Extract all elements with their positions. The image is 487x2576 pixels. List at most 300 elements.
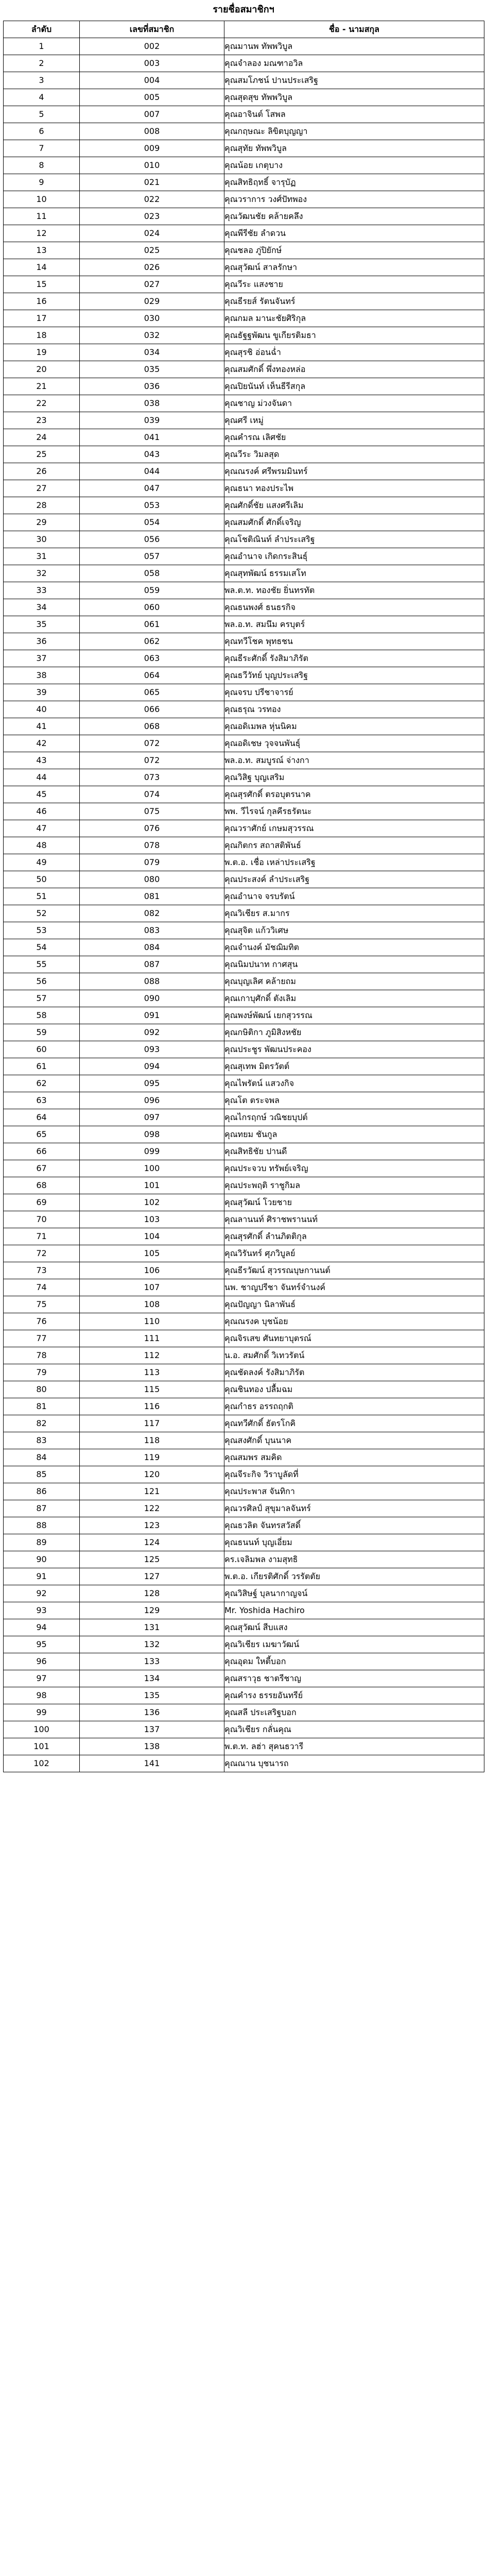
table-row [4,1636,484,1653]
member-id: 030 [80,310,224,327]
member-name: คุณณาน บุชนารถ [224,1755,484,1772]
table-row [4,1755,484,1772]
row-index: 83 [4,1432,80,1449]
member-name: พ.ต.อ. เกียรติศักดิ์ วรรัตตัย [224,1568,484,1585]
member-id: 108 [80,1296,224,1313]
table-row [4,803,484,820]
table-row [4,361,484,378]
member-name: พ.ต.อ. เชื่อ เหล่าประเสริฐ [224,854,484,871]
row-index: 86 [4,1483,80,1500]
table-row [4,701,484,718]
member-name: คุณนิมปนาท กาศสุน [224,956,484,973]
table-row [4,1381,484,1398]
row-index: 13 [4,242,80,259]
table-row [4,174,484,191]
member-name: คุณกิตกร สถาสติพันธ์ [224,837,484,854]
row-index: 35 [4,616,80,633]
row-index: 24 [4,429,80,446]
row-index: 63 [4,1092,80,1109]
row-index: 31 [4,548,80,565]
member-id: 026 [80,259,224,276]
row-index: 12 [4,225,80,242]
table-row [4,1721,484,1738]
member-id: 054 [80,514,224,531]
member-id: 021 [80,174,224,191]
table-row [4,939,484,956]
table-row [4,548,484,565]
member-name: คุณธนนท์ บุญเอี่ยม [224,1534,484,1551]
member-id: 068 [80,718,224,735]
table-row [4,1653,484,1670]
row-index: 61 [4,1058,80,1075]
member-name: คุณจรบ ปรีชาจารย์ [224,684,484,701]
row-index: 8 [4,157,80,174]
member-name: คุณเกาบุศักดิ์ ตังเลิม [224,990,484,1007]
member-name: คุณสุรศักดิ์ ตรอบุตรนาค [224,786,484,803]
member-name: คุณจิรเสข ศันทยาบุตรณ์ [224,1330,484,1347]
member-name: คุณชินทอง ปลื้มฉม [224,1381,484,1398]
member-id: 090 [80,990,224,1007]
row-index: 87 [4,1500,80,1517]
table-row [4,1500,484,1517]
member-name: คุณสมศักดิ์ ศักดิ์เจริญ [224,514,484,531]
member-name: คุณธนา ทองประไพ [224,480,484,497]
member-name: คุณสิทธิชัย ปานดี [224,1143,484,1160]
member-id: 010 [80,157,224,174]
table-row [4,1143,484,1160]
table-row [4,514,484,531]
member-id: 105 [80,1245,224,1262]
member-name: คุณสมโภชน์ ปานประเสริฐ [224,72,484,89]
member-name: คุณอดิเชษ วุจจนพันธุ์ [224,735,484,752]
member-name: คุณสุรศักดิ์ ลำนภิตติกุล [224,1228,484,1245]
member-id: 060 [80,599,224,616]
column-header-full-name: ชื่อ - นามสกุล [224,21,484,38]
table-row [4,1109,484,1126]
row-index: 73 [4,1262,80,1279]
member-name: คุณประชูร พัฒนประคอง [224,1041,484,1058]
row-index: 42 [4,735,80,752]
table-row [4,1602,484,1619]
member-name: คุณคำรง ธรรยอันทรีย์ [224,1687,484,1704]
table-row [4,667,484,684]
member-name: คร.เจลิมพล งามสุทธิ [224,1551,484,1568]
table-row [4,1262,484,1279]
row-index: 7 [4,140,80,157]
member-name: คุณสุรชิ อ่อนฉ่ำ [224,344,484,361]
member-name: คุณประจวบ ทรัพย์เจริญ [224,1160,484,1177]
member-id: 132 [80,1636,224,1653]
row-index: 67 [4,1160,80,1177]
row-index: 95 [4,1636,80,1653]
member-id: 111 [80,1330,224,1347]
member-id: 122 [80,1500,224,1517]
row-index: 78 [4,1347,80,1364]
row-index: 94 [4,1619,80,1636]
row-index: 52 [4,905,80,922]
member-name: คุณสุดสุข ทัพพวิบูล [224,89,484,106]
table-row [4,582,484,599]
table-row [4,157,484,174]
table-row [4,429,484,446]
member-name: คุณมานพ ทัพพวิบูล [224,38,484,55]
member-id: 092 [80,1024,224,1041]
member-name: คุณวิเชียร ส.มากร [224,905,484,922]
row-index: 36 [4,633,80,650]
member-name: คุณธีรวัฒน์ สุวรรณบุษกานนต์ [224,1262,484,1279]
row-index: 82 [4,1415,80,1432]
table-row [4,191,484,208]
member-name: คุณสุวัฒน์ สาลรักษา [224,259,484,276]
table-row [4,1619,484,1636]
table-row [4,310,484,327]
member-name: นพ. ชาญปรีชา จันทร์จำนงค์ [224,1279,484,1296]
table-row [4,1075,484,1092]
table-row [4,1687,484,1704]
row-index: 14 [4,259,80,276]
row-index: 3 [4,72,80,89]
row-index: 19 [4,344,80,361]
table-row [4,1228,484,1245]
table-row [4,1738,484,1755]
member-name: คุณสุวัฒน์ สีบแสง [224,1619,484,1636]
member-id: 061 [80,616,224,633]
row-index: 2 [4,55,80,72]
member-id: 080 [80,871,224,888]
table-row [4,446,484,463]
row-index: 66 [4,1143,80,1160]
member-name: คุณวีระ วิมลสุด [224,446,484,463]
member-id: 065 [80,684,224,701]
row-index: 29 [4,514,80,531]
row-index: 54 [4,939,80,956]
member-table [3,21,484,1772]
member-id: 138 [80,1738,224,1755]
member-name: คุณจำนงค์ มัชฌิมทิต [224,939,484,956]
member-id: 096 [80,1092,224,1109]
row-index: 69 [4,1194,80,1211]
table-row [4,327,484,344]
member-name: คุณคำรณ เลิศชัย [224,429,484,446]
table-row [4,905,484,922]
member-id: 101 [80,1177,224,1194]
row-index: 23 [4,412,80,429]
row-index: 16 [4,293,80,310]
table-row [4,463,484,480]
row-index: 1 [4,38,80,55]
member-id: 022 [80,191,224,208]
member-rows [4,38,484,1772]
member-name: คุณศักดิ์ชัย แสงศรีเลิม [224,497,484,514]
table-row [4,1245,484,1262]
member-id: 116 [80,1398,224,1415]
member-id: 094 [80,1058,224,1075]
member-name: คุณประสงค์ ลำประเสริฐ [224,871,484,888]
member-id: 041 [80,429,224,446]
table-row [4,684,484,701]
table-row [4,1551,484,1568]
member-name: คุณสงศักดิ์ บุนนาค [224,1432,484,1449]
member-id: 003 [80,55,224,72]
member-id: 039 [80,412,224,429]
row-index: 17 [4,310,80,327]
column-header-member-id: เลขที่สมาชิก [80,21,224,38]
member-name: คุณธวีวัทย์ บุญประเสริฐ [224,667,484,684]
table-row [4,208,484,225]
row-index: 46 [4,803,80,820]
member-id: 091 [80,1007,224,1024]
member-id: 034 [80,344,224,361]
table-row [4,1024,484,1041]
table-row [4,1041,484,1058]
member-id: 029 [80,293,224,310]
member-id: 038 [80,395,224,412]
member-id: 074 [80,786,224,803]
row-index: 76 [4,1313,80,1330]
row-index: 93 [4,1602,80,1619]
member-id: 137 [80,1721,224,1738]
table-row [4,1194,484,1211]
member-id: 087 [80,956,224,973]
row-index: 28 [4,497,80,514]
member-name: คุณวิเชียร กลั่นคุณ [224,1721,484,1738]
row-index: 75 [4,1296,80,1313]
row-index: 55 [4,956,80,973]
member-id: 131 [80,1619,224,1636]
member-name: คุณอุดม ใหตี้บอก [224,1653,484,1670]
table-row [4,395,484,412]
table-row [4,888,484,905]
column-header-index: ลำดับ [4,21,80,38]
member-name: Mr. Yoshida Hachiro [224,1602,484,1619]
member-name: คุณประพฤติ ราชูกิมล [224,1177,484,1194]
row-index: 22 [4,395,80,412]
member-id: 025 [80,242,224,259]
table-row [4,650,484,667]
row-index: 74 [4,1279,80,1296]
member-id: 119 [80,1449,224,1466]
member-id: 024 [80,225,224,242]
member-id: 064 [80,667,224,684]
member-id: 007 [80,106,224,123]
row-index: 26 [4,463,80,480]
table-row [4,344,484,361]
row-index: 21 [4,378,80,395]
member-name: พล.อ.ท. สมบูรณ์ จ่างกา [224,752,484,769]
row-index: 27 [4,480,80,497]
table-row [4,1704,484,1721]
member-name: คุณไพรัตน์ แสวงกิจ [224,1075,484,1092]
table-header-row [4,21,484,38]
member-name: คุณโต ตระจพล [224,1092,484,1109]
member-name: คุณณรงค บุชน้อย [224,1313,484,1330]
row-index: 77 [4,1330,80,1347]
member-name: คุณสุทพัฒน์ ธรรมเสโท [224,565,484,582]
table-row [4,820,484,837]
member-id: 063 [80,650,224,667]
row-index: 89 [4,1534,80,1551]
member-id: 136 [80,1704,224,1721]
member-id: 103 [80,1211,224,1228]
member-name: คุณธรุณ วรทอง [224,701,484,718]
member-id: 106 [80,1262,224,1279]
member-id: 056 [80,531,224,548]
member-id: 141 [80,1755,224,1772]
table-row [4,1670,484,1687]
member-id: 082 [80,905,224,922]
member-name: คุณประพาส จันทิกา [224,1483,484,1500]
table-row [4,956,484,973]
member-name: คุณวรศิลป์ สุขุมาลจันทร์ [224,1500,484,1517]
member-name: คุณสุทัย ทัพพวิบูล [224,140,484,157]
member-id: 099 [80,1143,224,1160]
member-id: 129 [80,1602,224,1619]
member-name: คุณอดิเมพล หุ่นนิคม [224,718,484,735]
member-name: คุณธัฐฐพัฒน ขูเกียรติมธา [224,327,484,344]
row-index: 71 [4,1228,80,1245]
table-row [4,38,484,55]
member-name: น.อ. สมศักดิ์ วิเทวรัตน์ [224,1347,484,1364]
table-row [4,123,484,140]
table-row [4,412,484,429]
table-row [4,276,484,293]
row-index: 18 [4,327,80,344]
table-row [4,990,484,1007]
row-index: 9 [4,174,80,191]
member-name: คุณสิทธิฤทธิ์ จารุบัฏ [224,174,484,191]
member-id: 004 [80,72,224,89]
table-row [4,55,484,72]
row-index: 50 [4,871,80,888]
member-name: คุณจำลอง มณฑาอวิล [224,55,484,72]
member-name: คุณวิสิษฐ์ บุลนากาญจน์ [224,1585,484,1602]
row-index: 60 [4,1041,80,1058]
member-name: คุณอำนาจ เกิดกระสินธุ์ [224,548,484,565]
member-name: พล.ต.ท. ทองชัย ยิ่นทรทัต [224,582,484,599]
row-index: 62 [4,1075,80,1092]
member-id: 027 [80,276,224,293]
member-id: 002 [80,38,224,55]
member-name: คุณวิสิฐ บุญเสริม [224,769,484,786]
table-row [4,72,484,89]
member-id: 081 [80,888,224,905]
row-index: 33 [4,582,80,599]
member-name: คุณสมศักดิ์ พึ่งทองหล่อ [224,361,484,378]
table-row [4,293,484,310]
table-row [4,633,484,650]
table-row [4,769,484,786]
table-row [4,1092,484,1109]
member-id: 053 [80,497,224,514]
member-name: คุณกฤษณะ ลิขิตบุญญา [224,123,484,140]
table-row [4,565,484,582]
member-id: 125 [80,1551,224,1568]
member-name: คุณน้อย เกตุบาง [224,157,484,174]
table-row [4,1296,484,1313]
table-row [4,1330,484,1347]
member-id: 072 [80,735,224,752]
member-id: 123 [80,1517,224,1534]
table-row [4,1364,484,1381]
member-id: 121 [80,1483,224,1500]
table-row [4,599,484,616]
table-row [4,1177,484,1194]
member-id: 079 [80,854,224,871]
member-name: คุณวราการ วงศ์ปัทพอง [224,191,484,208]
member-name: คุณวัฒนชัย คล้ายคลึง [224,208,484,225]
member-id: 073 [80,769,224,786]
row-index: 20 [4,361,80,378]
row-index: 68 [4,1177,80,1194]
member-name: คุณณรงค์ ศรีพรมมินทร์ [224,463,484,480]
row-index: 38 [4,667,80,684]
member-name: คุณธีรยส์ รัตนจันทร์ [224,293,484,310]
row-index: 70 [4,1211,80,1228]
member-name: คุณกษิติกา ภูมิสิงหชัย [224,1024,484,1041]
member-id: 044 [80,463,224,480]
row-index: 4 [4,89,80,106]
table-row [4,1347,484,1364]
table-row [4,735,484,752]
row-index: 30 [4,531,80,548]
row-index: 80 [4,1381,80,1398]
table-row [4,531,484,548]
member-id: 115 [80,1381,224,1398]
row-index: 58 [4,1007,80,1024]
member-name: คุณพีรีชัย ลำดวน [224,225,484,242]
member-id: 072 [80,752,224,769]
member-name: คุณกำธร อรรถฤกติ [224,1398,484,1415]
member-id: 008 [80,123,224,140]
member-id: 107 [80,1279,224,1296]
member-name: คุณทวีโชค พุทธชน [224,633,484,650]
table-row [4,1398,484,1415]
row-index: 53 [4,922,80,939]
member-name: คุณทยม ชันกูล [224,1126,484,1143]
row-index: 25 [4,446,80,463]
member-name: คุณจีระกิจ วิราบูลัดที่ [224,1466,484,1483]
row-index: 85 [4,1466,80,1483]
table-row [4,1058,484,1075]
member-id: 036 [80,378,224,395]
table-row [4,480,484,497]
member-name: คุณอาจินต์ โสพล [224,106,484,123]
member-id: 076 [80,820,224,837]
row-index: 6 [4,123,80,140]
member-name: คุณสุเทพ มิตรวัตต์ [224,1058,484,1075]
member-name: คุณบุญเลิศ คล้ายถม [224,973,484,990]
member-name: คุณปัญญา นิลาพันธ์ [224,1296,484,1313]
member-name: คุณวราศักย์ เกษมสุวรรณ [224,820,484,837]
row-index: 101 [4,1738,80,1755]
row-index: 102 [4,1755,80,1772]
table-row [4,225,484,242]
member-id: 134 [80,1670,224,1687]
row-index: 91 [4,1568,80,1585]
row-index: 92 [4,1585,80,1602]
member-name: คุณชัดลงค์ รังสิมาภิรัต [224,1364,484,1381]
table-row [4,1313,484,1330]
row-index: 15 [4,276,80,293]
row-index: 56 [4,973,80,990]
member-id: 104 [80,1228,224,1245]
row-index: 81 [4,1398,80,1415]
member-name: พพ. วีไรจน์ กุลคีรธรัตนะ [224,803,484,820]
row-index: 51 [4,888,80,905]
member-name: พล.อ.ท. สมนึม ครบุตร์ [224,616,484,633]
table-row [4,786,484,803]
member-id: 032 [80,327,224,344]
